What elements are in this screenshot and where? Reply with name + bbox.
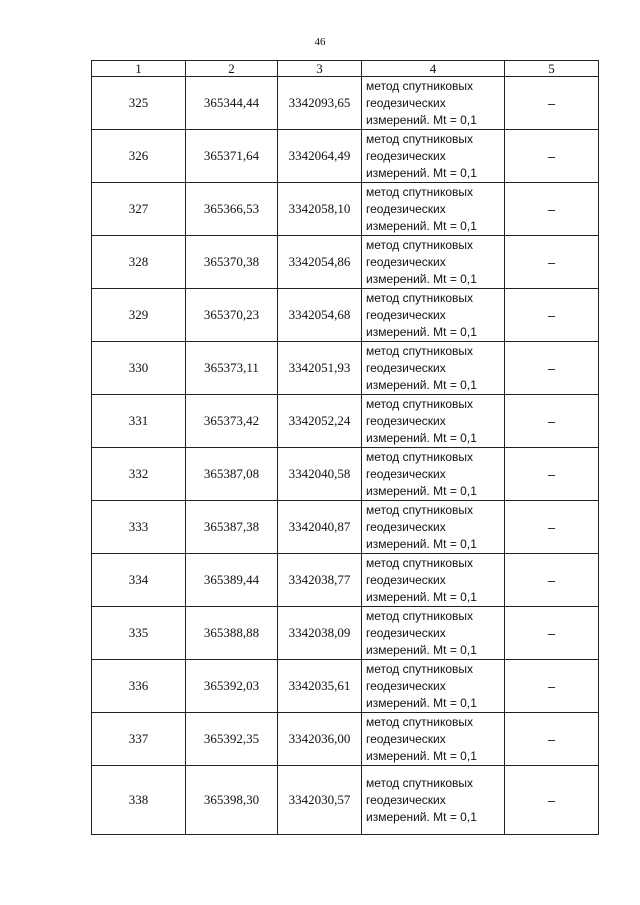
method-line: геодезических <box>366 413 446 428</box>
y-coordinate-cell: 3342058,10 <box>278 183 362 236</box>
method-line: измерений. Mt = 0,1 <box>366 695 477 710</box>
note-cell: – <box>505 607 599 660</box>
table-row <box>92 766 599 835</box>
y-coordinate-cell: 3342054,68 <box>278 289 362 342</box>
method-line: измерений. Mt = 0,1 <box>366 589 477 604</box>
table-row <box>92 713 599 766</box>
method-line: метод спутниковых <box>366 502 474 517</box>
method-cell <box>362 130 505 183</box>
x-coordinate-cell: 365389,44 <box>186 554 278 607</box>
point-number-cell: 334 <box>92 554 186 607</box>
method-line: метод спутниковых <box>366 343 474 358</box>
point-number-cell: 337 <box>92 713 186 766</box>
method-line: измерений. Mt = 0,1 <box>366 748 477 763</box>
method-line: геодезических <box>366 307 446 322</box>
x-coordinate-cell: 365387,08 <box>186 448 278 501</box>
method-line: геодезических <box>366 201 446 216</box>
method-cell <box>362 607 505 660</box>
method-line: геодезических <box>366 519 446 534</box>
header-col-4: 4 <box>362 61 505 77</box>
y-coordinate-cell: 3342040,58 <box>278 448 362 501</box>
method-line: метод спутниковых <box>366 184 474 199</box>
table-body <box>92 77 599 835</box>
method-line: метод спутниковых <box>366 78 474 93</box>
point-number-cell: 331 <box>92 395 186 448</box>
note-cell: – <box>505 660 599 713</box>
table-row <box>92 77 599 130</box>
point-number-cell: 330 <box>92 342 186 395</box>
method-line: геодезических <box>366 678 446 693</box>
x-coordinate-cell: 365344,44 <box>186 77 278 130</box>
y-coordinate-cell: 3342030,57 <box>278 766 362 835</box>
x-coordinate-cell: 365398,30 <box>186 766 278 835</box>
table-row <box>92 501 599 554</box>
method-line: измерений. Mt = 0,1 <box>366 536 477 551</box>
method-line: измерений. Mt = 0,1 <box>366 642 477 657</box>
method-line: измерений. Mt = 0,1 <box>366 218 477 233</box>
method-cell <box>362 236 505 289</box>
point-number-cell: 328 <box>92 236 186 289</box>
x-coordinate-cell: 365373,42 <box>186 395 278 448</box>
y-coordinate-cell: 3342054,86 <box>278 236 362 289</box>
table-row <box>92 554 599 607</box>
table-row <box>92 130 599 183</box>
method-line: измерений. Mt = 0,1 <box>366 483 477 498</box>
method-line: метод спутниковых <box>366 131 474 146</box>
x-coordinate-cell: 365388,88 <box>186 607 278 660</box>
note-cell: – <box>505 236 599 289</box>
y-coordinate-cell: 3342052,24 <box>278 395 362 448</box>
method-cell <box>362 713 505 766</box>
x-coordinate-cell: 365387,38 <box>186 501 278 554</box>
note-cell: – <box>505 77 599 130</box>
note-cell: – <box>505 448 599 501</box>
y-coordinate-cell: 3342051,93 <box>278 342 362 395</box>
method-line: измерений. Mt = 0,1 <box>366 377 477 392</box>
point-number-cell: 327 <box>92 183 186 236</box>
method-cell <box>362 766 505 835</box>
x-coordinate-cell: 365370,23 <box>186 289 278 342</box>
method-line: метод спутниковых <box>366 555 474 570</box>
note-cell: – <box>505 289 599 342</box>
coordinates-table <box>91 60 599 835</box>
method-line: геодезических <box>366 95 446 110</box>
x-coordinate-cell: 365371,64 <box>186 130 278 183</box>
header-col-5: 5 <box>505 61 599 77</box>
method-cell <box>362 183 505 236</box>
y-coordinate-cell: 3342038,09 <box>278 607 362 660</box>
y-coordinate-cell: 3342064,49 <box>278 130 362 183</box>
point-number-cell: 329 <box>92 289 186 342</box>
method-line: геодезических <box>366 792 446 807</box>
method-line: метод спутниковых <box>366 290 474 305</box>
y-coordinate-cell: 3342093,65 <box>278 77 362 130</box>
table-row <box>92 660 599 713</box>
method-cell <box>362 395 505 448</box>
method-line: измерений. Mt = 0,1 <box>366 112 477 127</box>
table-header-row <box>92 61 599 77</box>
point-number-cell: 335 <box>92 607 186 660</box>
method-line: геодезических <box>366 254 446 269</box>
method-line: измерений. Mt = 0,1 <box>366 324 477 339</box>
table-row <box>92 448 599 501</box>
note-cell: – <box>505 183 599 236</box>
method-line: геодезических <box>366 731 446 746</box>
method-line: геодезических <box>366 625 446 640</box>
table-row <box>92 342 599 395</box>
table-row <box>92 607 599 660</box>
x-coordinate-cell: 365392,03 <box>186 660 278 713</box>
y-coordinate-cell: 3342040,87 <box>278 501 362 554</box>
method-line: измерений. Mt = 0,1 <box>366 271 477 286</box>
method-line: измерений. Mt = 0,1 <box>366 430 477 445</box>
x-coordinate-cell: 365373,11 <box>186 342 278 395</box>
point-number-cell: 338 <box>92 766 186 835</box>
method-line: метод спутниковых <box>366 237 474 252</box>
method-line: метод спутниковых <box>366 396 474 411</box>
note-cell: – <box>505 395 599 448</box>
point-number-cell: 326 <box>92 130 186 183</box>
method-cell <box>362 660 505 713</box>
method-line: измерений. Mt = 0,1 <box>366 165 477 180</box>
x-coordinate-cell: 365392,35 <box>186 713 278 766</box>
method-line: геодезических <box>366 572 446 587</box>
point-number-cell: 332 <box>92 448 186 501</box>
y-coordinate-cell: 3342035,61 <box>278 660 362 713</box>
note-cell: – <box>505 713 599 766</box>
header-col-3: 3 <box>278 61 362 77</box>
note-cell: – <box>505 501 599 554</box>
note-cell: – <box>505 554 599 607</box>
method-line: метод спутниковых <box>366 608 474 623</box>
method-cell <box>362 289 505 342</box>
table-row <box>92 236 599 289</box>
method-line: геодезических <box>366 466 446 481</box>
method-cell <box>362 501 505 554</box>
table-row <box>92 183 599 236</box>
method-cell <box>362 554 505 607</box>
note-cell: – <box>505 130 599 183</box>
page-number: 46 <box>314 36 326 48</box>
method-line: измерений. Mt = 0,1 <box>366 809 477 824</box>
x-coordinate-cell: 365370,38 <box>186 236 278 289</box>
method-line: метод спутниковых <box>366 775 474 790</box>
header-col-2: 2 <box>186 61 278 77</box>
method-cell <box>362 448 505 501</box>
header-col-1: 1 <box>92 61 186 77</box>
method-line: геодезических <box>366 360 446 375</box>
method-line: метод спутниковых <box>366 449 474 464</box>
method-line: геодезических <box>366 148 446 163</box>
note-cell: – <box>505 766 599 835</box>
point-number-cell: 336 <box>92 660 186 713</box>
method-line: метод спутниковых <box>366 661 474 676</box>
note-cell: – <box>505 342 599 395</box>
method-cell <box>362 77 505 130</box>
table-row <box>92 289 599 342</box>
point-number-cell: 325 <box>92 77 186 130</box>
table-row <box>92 395 599 448</box>
x-coordinate-cell: 365366,53 <box>186 183 278 236</box>
point-number-cell: 333 <box>92 501 186 554</box>
method-cell <box>362 342 505 395</box>
y-coordinate-cell: 3342038,77 <box>278 554 362 607</box>
method-line: метод спутниковых <box>366 714 474 729</box>
y-coordinate-cell: 3342036,00 <box>278 713 362 766</box>
